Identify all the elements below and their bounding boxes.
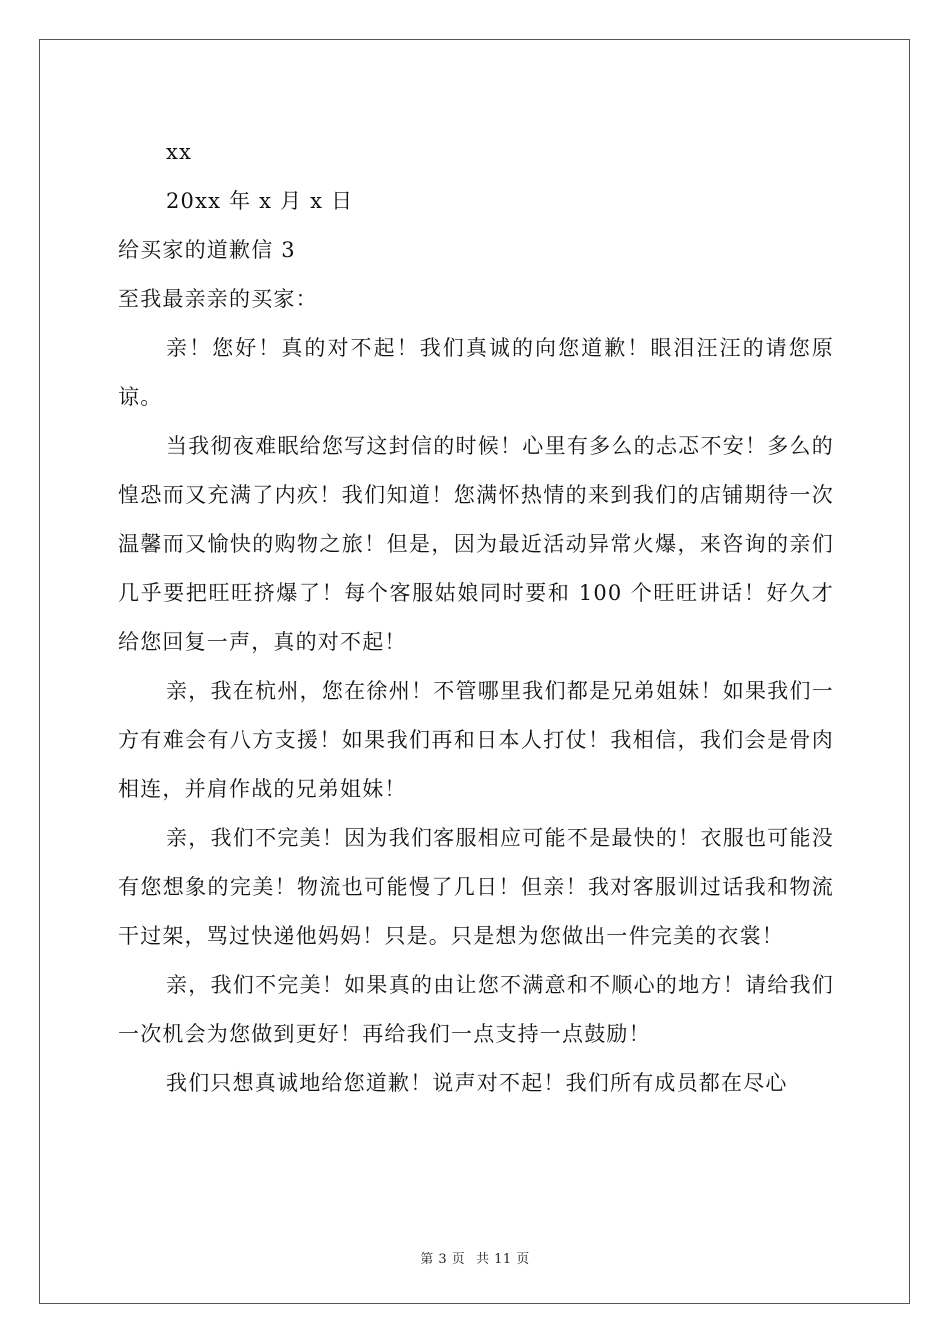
signature: xx: [166, 140, 193, 164]
paragraph: 亲！您好！真的对不起！我们真诚的向您道歉！眼泪汪汪的请您原谅。: [118, 336, 834, 409]
paragraph: 我们只想真诚地给您道歉！说声对不起！我们所有成员都在尽心: [166, 1071, 788, 1095]
paragraph: 当我彻夜难眠给您写这封信的时候！心里有多么的忐忑不安！多么的惶恐而又充满了内疚！我们知道！您满怀热情的来到我们的店铺期待一次温馨而又愉快的购物之旅！但是，因为最近活动异常火爆，来咨询的亲们几乎要把旺旺挤爆了！每个客服姑娘同时要和 100 个旺旺讲话！好久才给您回复一声，真的对不起！: [118, 434, 834, 654]
salutation: 至我最亲亲的买家：: [118, 287, 318, 311]
paragraph: 亲，我们不完美！如果真的由让您不满意和不顺心的地方！请给我们一次机会为您做到更好！再给我们一点支持一点鼓励！: [118, 973, 834, 1046]
paragraph: 亲，我在杭州，您在徐州！不管哪里我们都是兄弟姐妹！如果我们一方有难会有八方支援！如果我们再和日本人打仗！我相信，我们会是骨肉相连，并肩作战的兄弟姐妹！: [118, 679, 834, 801]
letter-body: [118, 128, 834, 1108]
letter-date: 20xx 年 x 月 x 日: [166, 189, 354, 213]
paragraph: 亲，我们不完美！因为我们客服相应可能不是最快的！衣服也可能没有您想象的完美！物流也可能慢了几日！但亲！我对客服训过话我和物流干过架，骂过快递他妈妈！只是。只是想为您做出一件完美的衣裳！: [118, 826, 834, 948]
letter-title: 给买家的道歉信 3: [118, 238, 296, 262]
total-pages: 共 11 页: [475, 1252, 530, 1267]
page-footer: [0, 1248, 950, 1267]
page-number: 第 3 页: [420, 1252, 466, 1267]
